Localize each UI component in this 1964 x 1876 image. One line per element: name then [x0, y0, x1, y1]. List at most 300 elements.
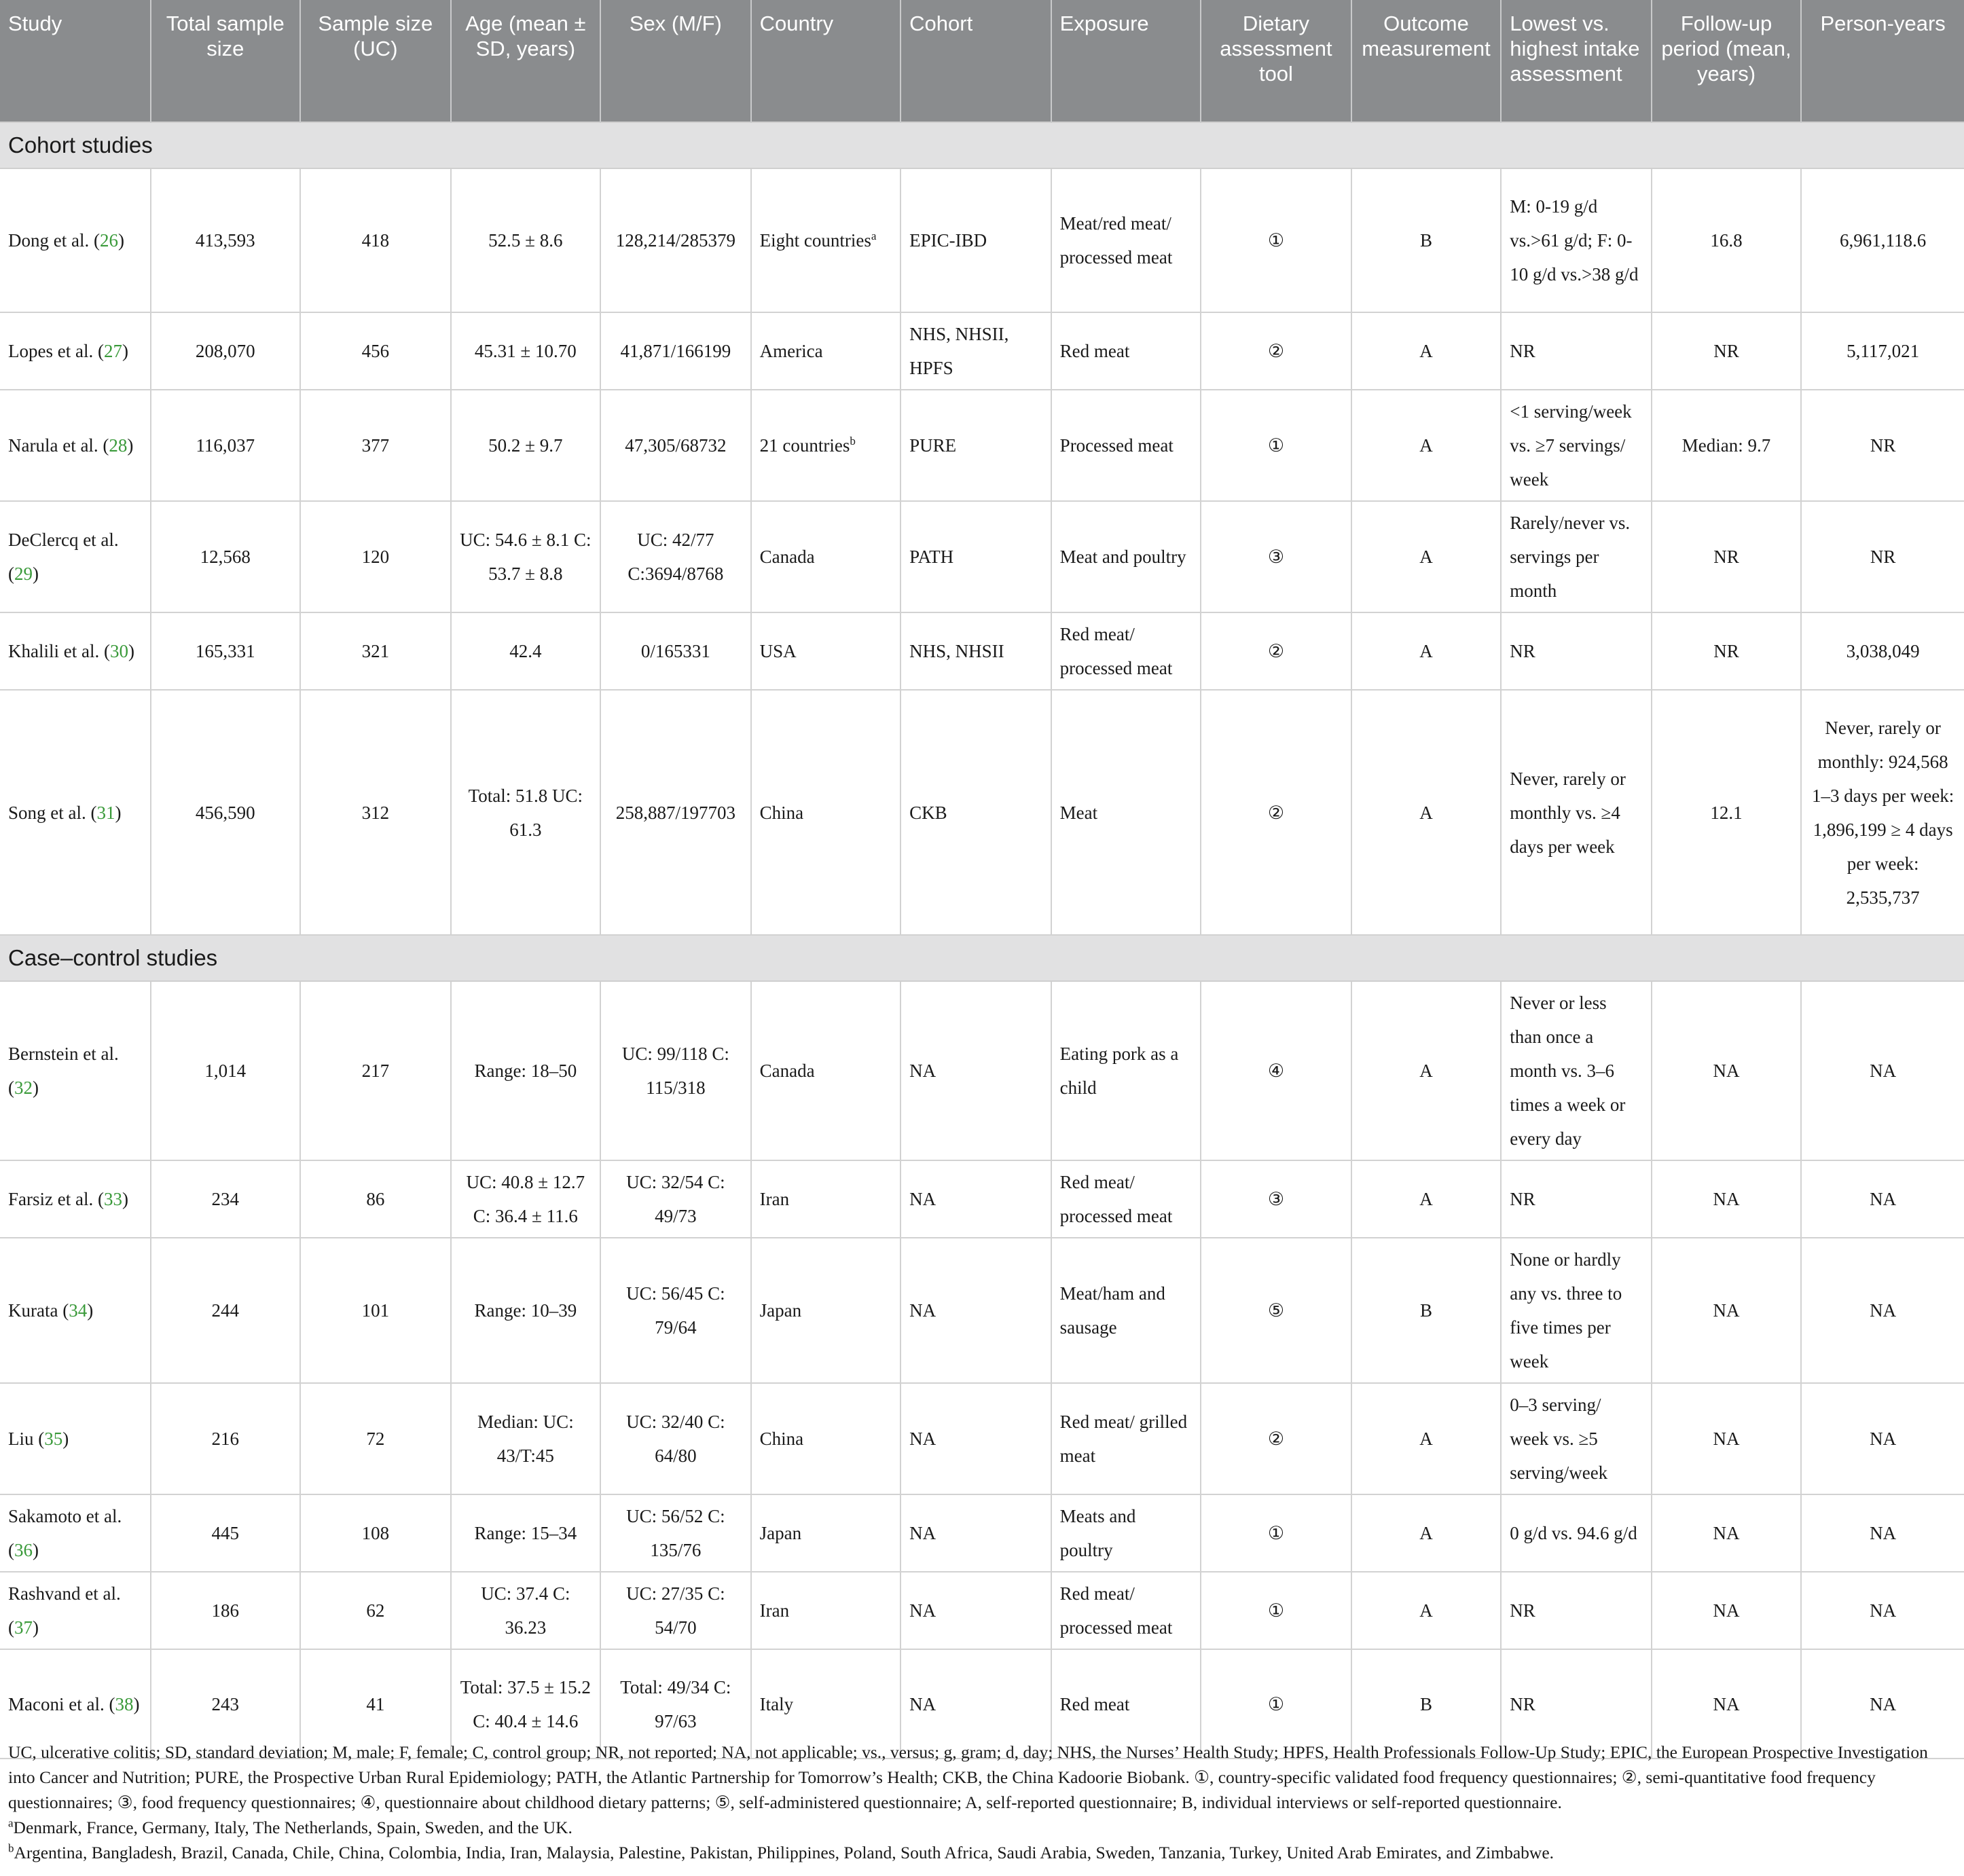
- col-header-outcome: Outcome measurement: [1351, 0, 1502, 122]
- cell-total-sample-size-text: 208,070: [195, 341, 255, 361]
- cell-exposure: [1051, 501, 1201, 612]
- reference-number: 35: [44, 1429, 63, 1449]
- reference-close: ): [33, 1540, 39, 1560]
- cell-age-text: Median: UC: 43/T:45: [477, 1412, 574, 1466]
- cell-study: [0, 312, 151, 390]
- cell-sex: [600, 1160, 751, 1238]
- cell-person-years: [1801, 168, 1964, 312]
- cell-total-sample-size-text: 12,568: [200, 547, 251, 567]
- col-header-person-years: Person-years: [1801, 0, 1964, 122]
- cell-dietary-tool-text: ⑤: [1267, 1300, 1285, 1321]
- cell-sample-size-uc-text: 312: [361, 802, 390, 823]
- cell-followup-text: 12.1: [1710, 802, 1743, 823]
- cell-dietary-tool-text: ②: [1267, 341, 1285, 361]
- cell-age-text: Total: 51.8 UC: 61.3: [468, 785, 583, 840]
- cell-age-text: Range: 10–39: [474, 1300, 577, 1321]
- cell-intake-text: None or hardly any vs. three to five times per week: [1510, 1249, 1622, 1372]
- cell-exposure-text: Red meat: [1059, 341, 1130, 361]
- cell-country: [751, 1238, 901, 1383]
- cell-outcome: [1351, 168, 1502, 312]
- reference-close: ): [122, 341, 128, 361]
- cell-outcome: [1351, 501, 1502, 612]
- study-name: Farsiz et al. (: [8, 1189, 104, 1209]
- study-name: Sakamoto et al. (: [8, 1506, 122, 1560]
- cell-cohort: [901, 312, 1051, 390]
- cell-intake-text: Never, rarely or monthly vs. ≥4 days per week: [1510, 768, 1626, 857]
- cell-sex-text: UC: 56/52 C: 135/76: [626, 1506, 725, 1560]
- cell-intake: [1501, 612, 1652, 690]
- cell-total-sample-size-text: 445: [211, 1523, 240, 1543]
- cell-followup: [1652, 981, 1802, 1160]
- cell-person-years-text: Never, rarely or monthly: 924,568 1–3 days per week: 1,896,199 ≥ 4 days per week: 2,535,737: [1812, 717, 1954, 908]
- cell-sample-size-uc: [300, 690, 451, 935]
- header-row: [0, 0, 1964, 122]
- reference-number: 32: [14, 1078, 33, 1098]
- cell-country: [751, 1160, 901, 1238]
- cell-person-years: [1801, 1494, 1964, 1572]
- cell-total-sample-size-text: 165,331: [195, 641, 255, 661]
- cell-intake-text: Never or less than once a month vs. 3–6 times a week or every day: [1510, 993, 1626, 1149]
- cell-cohort: [901, 1494, 1051, 1572]
- cell-age-text: 52.5 ± 8.6: [488, 230, 563, 251]
- cell-sex: [600, 1383, 751, 1494]
- cell-sex: [600, 390, 751, 501]
- cell-study: [0, 168, 151, 312]
- cell-intake-text: Rarely/never vs. servings per month: [1510, 513, 1631, 601]
- table-row: [0, 390, 1964, 501]
- footnote-b-mark: b: [8, 1841, 14, 1855]
- cell-person-years-text: NA: [1870, 1189, 1897, 1209]
- cell-exposure-text: Eating pork as a child: [1059, 1044, 1179, 1098]
- col-header-sex: Sex (M/F): [600, 0, 751, 122]
- country-footnote-mark: b: [850, 435, 856, 447]
- cell-intake: [1501, 690, 1652, 935]
- cell-total-sample-size-text: 186: [211, 1600, 240, 1621]
- table-row: [0, 1238, 1964, 1383]
- cell-total-sample-size: [151, 981, 301, 1160]
- cell-dietary-tool: [1201, 501, 1351, 612]
- cell-total-sample-size: [151, 1238, 301, 1383]
- reference-number: 31: [96, 802, 115, 823]
- cell-sample-size-uc-text: 86: [366, 1189, 385, 1209]
- cell-cohort-text: PURE: [909, 435, 957, 456]
- cell-age-text: Range: 15–34: [474, 1523, 577, 1543]
- cell-intake: [1501, 312, 1652, 390]
- cell-country: [751, 168, 901, 312]
- cell-sex: [600, 981, 751, 1160]
- cell-outcome: [1351, 1238, 1502, 1383]
- cell-dietary-tool: [1201, 1160, 1351, 1238]
- cell-dietary-tool: [1201, 168, 1351, 312]
- cell-country-text: Japan: [759, 1523, 802, 1543]
- col-header-country: Country: [751, 0, 901, 122]
- footnote-a-text: Denmark, France, Germany, Italy, The Netherlands, Spain, Sweden, and the UK.: [13, 1818, 572, 1837]
- footnote-a-mark: a: [8, 1816, 14, 1830]
- cell-intake: [1501, 1383, 1652, 1494]
- cell-total-sample-size: [151, 1383, 301, 1494]
- cell-cohort: [901, 1238, 1051, 1383]
- cell-dietary-tool: [1201, 1238, 1351, 1383]
- cell-person-years: [1801, 1160, 1964, 1238]
- study-name: DeClercq et al. (: [8, 530, 119, 584]
- cell-country: [751, 690, 901, 935]
- study-name: Kurata (: [8, 1300, 69, 1321]
- col-header-study: Study: [0, 0, 151, 122]
- cell-outcome: [1351, 1160, 1502, 1238]
- cell-total-sample-size-text: 244: [211, 1300, 240, 1321]
- cell-total-sample-size-text: 1,014: [204, 1061, 247, 1081]
- cell-person-years-text: NA: [1870, 1300, 1897, 1321]
- cell-sample-size-uc-text: 456: [361, 341, 390, 361]
- cell-sample-size-uc-text: 321: [361, 641, 390, 661]
- reference-number: 28: [109, 435, 128, 456]
- cell-dietary-tool-text: ③: [1267, 1189, 1285, 1209]
- cell-dietary-tool-text: ①: [1267, 1693, 1285, 1714]
- footnote-b: [8, 1840, 1956, 1865]
- cell-exposure-text: Red meat/ grilled meat: [1059, 1412, 1188, 1466]
- cell-person-years: [1801, 501, 1964, 612]
- col-header-cohort: Cohort: [901, 0, 1051, 122]
- cell-followup: [1652, 1494, 1802, 1572]
- cell-dietary-tool-text: ①: [1267, 230, 1285, 251]
- cell-study: [0, 690, 151, 935]
- table-body: [0, 122, 1964, 1759]
- cell-followup-text: NA: [1713, 1523, 1740, 1543]
- reference-number: 34: [69, 1300, 88, 1321]
- cell-study: [0, 501, 151, 612]
- table-row: [0, 1383, 1964, 1494]
- reference-number: 38: [115, 1693, 134, 1714]
- cell-intake-text: NR: [1510, 1600, 1535, 1621]
- study-name: Liu (: [8, 1429, 45, 1449]
- cell-sex-text: UC: 32/54 C: 49/73: [626, 1172, 725, 1226]
- cell-cohort-text: NHS, NHSII: [909, 641, 1004, 661]
- cell-sex-text: UC: 27/35 C: 54/70: [626, 1583, 725, 1638]
- cell-outcome: [1351, 390, 1502, 501]
- cell-age-text: UC: 37.4 C: 36.23: [481, 1583, 570, 1638]
- cell-cohort: [901, 1572, 1051, 1649]
- cell-intake: [1501, 1494, 1652, 1572]
- cell-dietary-tool: [1201, 612, 1351, 690]
- cell-followup-text: NA: [1713, 1429, 1740, 1449]
- cell-intake: [1501, 390, 1652, 501]
- cell-person-years: [1801, 612, 1964, 690]
- cell-followup-text: NA: [1713, 1300, 1740, 1321]
- cell-sex: [600, 612, 751, 690]
- reference-close: ): [33, 564, 39, 584]
- cell-person-years-text: 3,038,049: [1846, 641, 1920, 661]
- cell-age: [451, 168, 601, 312]
- cell-total-sample-size-text: 234: [211, 1189, 240, 1209]
- cell-exposure: [1051, 612, 1201, 690]
- cell-followup-text: Median: 9.7: [1681, 435, 1771, 456]
- cell-sample-size-uc: [300, 1494, 451, 1572]
- cell-study: [0, 1383, 151, 1494]
- cell-age: [451, 1572, 601, 1649]
- study-name: Narula et al. (: [8, 435, 109, 456]
- reference-close: ): [33, 1078, 39, 1098]
- cell-total-sample-size: [151, 390, 301, 501]
- cell-sex: [600, 690, 751, 935]
- cell-dietary-tool: [1201, 312, 1351, 390]
- cell-followup-text: NR: [1713, 641, 1739, 661]
- cell-cohort: [901, 168, 1051, 312]
- cell-cohort-text: PATH: [909, 547, 954, 567]
- cell-sample-size-uc-text: 41: [366, 1693, 385, 1714]
- cell-sample-size-uc-text: 418: [361, 230, 390, 251]
- cell-outcome: [1351, 981, 1502, 1160]
- section-row: [0, 122, 1964, 168]
- cell-exposure: [1051, 981, 1201, 1160]
- cell-sex: [600, 312, 751, 390]
- cell-outcome-text: A: [1419, 1429, 1433, 1449]
- cell-followup-text: NA: [1713, 1600, 1740, 1621]
- study-name: Song et al. (: [8, 802, 97, 823]
- cell-followup: [1652, 1572, 1802, 1649]
- cell-exposure: [1051, 390, 1201, 501]
- cell-followup: [1652, 168, 1802, 312]
- study-name: Khalili et al. (: [8, 641, 110, 661]
- cell-exposure-text: Processed meat: [1059, 435, 1174, 456]
- cell-intake: [1501, 1160, 1652, 1238]
- cell-country: [751, 312, 901, 390]
- cell-sex-text: 258,887/197703: [615, 802, 735, 823]
- cell-person-years-text: NR: [1870, 435, 1896, 456]
- cell-cohort: [901, 390, 1051, 501]
- table-row: [0, 1494, 1964, 1572]
- cell-outcome: [1351, 1494, 1502, 1572]
- cell-person-years-text: 5,117,021: [1847, 341, 1920, 361]
- reference-number: 37: [14, 1617, 33, 1638]
- cell-dietary-tool: [1201, 1494, 1351, 1572]
- cell-followup-text: NA: [1713, 1693, 1740, 1714]
- cell-exposure-text: Meat and poultry: [1059, 547, 1186, 567]
- cell-total-sample-size-text: 243: [211, 1693, 240, 1714]
- cell-cohort: [901, 1160, 1051, 1238]
- cell-cohort-text: EPIC-IBD: [909, 230, 987, 251]
- cell-sex-text: UC: 99/118 C: 115/318: [621, 1044, 729, 1098]
- cell-country: [751, 612, 901, 690]
- cell-age-text: UC: 54.6 ± 8.1 C: 53.7 ± 8.8: [460, 530, 592, 584]
- cell-outcome-text: A: [1419, 341, 1433, 361]
- cell-dietary-tool-text: ③: [1267, 547, 1285, 567]
- reference-number: 29: [14, 564, 33, 584]
- col-header-dietary-tool: Dietary assessment tool: [1201, 0, 1351, 122]
- cell-dietary-tool: [1201, 1572, 1351, 1649]
- cell-person-years: [1801, 312, 1964, 390]
- cell-exposure-text: Red meat/ processed meat: [1059, 624, 1173, 678]
- cell-dietary-tool: [1201, 690, 1351, 935]
- cell-age: [451, 1383, 601, 1494]
- reference-number: 36: [14, 1540, 33, 1560]
- cell-sample-size-uc-text: 62: [366, 1600, 385, 1621]
- cell-exposure-text: Red meat/ processed meat: [1059, 1583, 1173, 1638]
- cell-exposure: [1051, 312, 1201, 390]
- reference-close: ): [122, 1189, 128, 1209]
- cell-age-text: 42.4: [509, 641, 542, 661]
- cell-sample-size-uc: [300, 1383, 451, 1494]
- cell-person-years: [1801, 981, 1964, 1160]
- cell-sample-size-uc: [300, 1572, 451, 1649]
- cell-age: [451, 612, 601, 690]
- study-name: Lopes et al. (: [8, 341, 104, 361]
- cell-age: [451, 1238, 601, 1383]
- cell-country-text: China: [759, 1429, 804, 1449]
- cell-cohort: [901, 612, 1051, 690]
- cell-sex-text: UC: 42/77 C:3694/8768: [628, 530, 724, 584]
- cell-total-sample-size: [151, 690, 301, 935]
- cell-country-text: Canada: [759, 1061, 815, 1081]
- cell-outcome: [1351, 612, 1502, 690]
- reference-number: 26: [99, 230, 118, 251]
- cell-country-text: America: [759, 341, 823, 361]
- cell-intake: [1501, 981, 1652, 1160]
- cell-intake-text: NR: [1510, 641, 1535, 661]
- reference-close: ): [62, 1429, 69, 1449]
- cell-cohort: [901, 690, 1051, 935]
- cell-sex-text: 47,305/68732: [625, 435, 727, 456]
- cell-cohort-text: NA: [909, 1189, 936, 1209]
- cell-exposure-text: Meat/ham and sausage: [1059, 1283, 1165, 1338]
- cell-person-years-text: NA: [1870, 1693, 1897, 1714]
- cell-total-sample-size: [151, 501, 301, 612]
- col-header-intake: Lowest vs. highest intake assessment: [1501, 0, 1652, 122]
- cell-sample-size-uc-text: 72: [366, 1429, 385, 1449]
- cell-dietary-tool: [1201, 390, 1351, 501]
- cell-person-years: [1801, 390, 1964, 501]
- cell-outcome-text: B: [1419, 1693, 1432, 1714]
- reference-close: ): [33, 1617, 39, 1638]
- cell-sex-text: 41,871/166199: [620, 341, 731, 361]
- cell-sample-size-uc-text: 108: [361, 1523, 390, 1543]
- cell-country-text: Canada: [759, 547, 815, 567]
- cell-study: [0, 1160, 151, 1238]
- cell-followup-text: NR: [1713, 547, 1739, 567]
- country-footnote-mark: a: [871, 229, 877, 242]
- cell-cohort-text: NA: [909, 1600, 936, 1621]
- cell-outcome-text: B: [1419, 1300, 1432, 1321]
- cell-country: [751, 1383, 901, 1494]
- reference-number: 33: [103, 1189, 122, 1209]
- cell-outcome: [1351, 690, 1502, 935]
- cell-followup: [1652, 1383, 1802, 1494]
- study-name: Dong et al. (: [8, 230, 100, 251]
- cell-study: [0, 390, 151, 501]
- cell-study: [0, 1494, 151, 1572]
- cell-person-years: [1801, 690, 1964, 935]
- cell-total-sample-size: [151, 312, 301, 390]
- cell-followup: [1652, 501, 1802, 612]
- cell-dietary-tool-text: ①: [1267, 1523, 1285, 1543]
- cell-outcome-text: A: [1419, 1061, 1433, 1081]
- cell-sample-size-uc: [300, 312, 451, 390]
- cell-age-text: Total: 37.5 ± 15.2 C: 40.4 ± 14.6: [460, 1676, 591, 1731]
- cell-country-text: Eight countries: [759, 230, 871, 251]
- cell-cohort-text: NA: [909, 1061, 936, 1081]
- cell-dietary-tool-text: ①: [1267, 1600, 1285, 1621]
- cell-exposure: [1051, 1572, 1201, 1649]
- cell-outcome: [1351, 312, 1502, 390]
- cell-country-text: USA: [759, 641, 797, 661]
- cell-followup: [1652, 390, 1802, 501]
- cell-age: [451, 690, 601, 935]
- cell-total-sample-size-text: 116,037: [196, 435, 255, 456]
- cell-outcome-text: B: [1419, 230, 1432, 251]
- cell-exposure-text: Meat/red meat/ processed meat: [1059, 213, 1173, 268]
- cell-total-sample-size-text: 216: [211, 1429, 240, 1449]
- section-title: Case–control studies: [0, 935, 1964, 981]
- study-name: Maconi et al. (: [8, 1693, 115, 1714]
- table-row: [0, 168, 1964, 312]
- cell-outcome-text: A: [1419, 641, 1433, 661]
- col-header-total-sample-size: Total sample size: [151, 0, 301, 122]
- cell-followup-text: NR: [1713, 341, 1739, 361]
- cell-cohort-text: NHS, NHSII, HPFS: [909, 324, 1009, 378]
- cell-country-text: Japan: [759, 1300, 802, 1321]
- cell-country: [751, 1572, 901, 1649]
- cell-intake-text: <1 serving/week vs. ≥7 servings/ week: [1510, 401, 1632, 490]
- cell-age: [451, 981, 601, 1160]
- cell-exposure: [1051, 1238, 1201, 1383]
- section-title: Cohort studies: [0, 122, 1964, 168]
- cell-sample-size-uc-text: 120: [361, 547, 390, 567]
- cell-country: [751, 1494, 901, 1572]
- cell-intake-text: NR: [1510, 1693, 1535, 1714]
- table-row: [0, 690, 1964, 935]
- cell-outcome: [1351, 1383, 1502, 1494]
- cell-intake-text: 0 g/d vs. 94.6 g/d: [1510, 1523, 1637, 1543]
- cell-followup: [1652, 1160, 1802, 1238]
- cell-total-sample-size: [151, 612, 301, 690]
- table-row: [0, 1160, 1964, 1238]
- section-row: [0, 935, 1964, 981]
- cell-exposure-text: Meats and poultry: [1059, 1506, 1136, 1560]
- col-header-followup: Follow-up period (mean, years): [1652, 0, 1802, 122]
- cell-sample-size-uc-text: 217: [361, 1061, 390, 1081]
- study-name: Bernstein et al. (: [8, 1044, 119, 1098]
- cell-sample-size-uc: [300, 612, 451, 690]
- cell-cohort-text: NA: [909, 1429, 936, 1449]
- cell-dietary-tool-text: ②: [1267, 1429, 1285, 1449]
- cell-country-text: China: [759, 802, 804, 823]
- cell-country: [751, 501, 901, 612]
- cell-intake-text: NR: [1510, 341, 1535, 361]
- reference-number: 30: [109, 641, 128, 661]
- cell-cohort: [901, 981, 1051, 1160]
- cell-exposure: [1051, 1383, 1201, 1494]
- cell-sample-size-uc-text: 377: [361, 435, 390, 456]
- cell-cohort-text: NA: [909, 1300, 936, 1321]
- cell-person-years-text: NA: [1870, 1429, 1897, 1449]
- cell-country: [751, 390, 901, 501]
- cell-person-years-text: NA: [1870, 1600, 1897, 1621]
- cell-person-years-text: NA: [1870, 1061, 1897, 1081]
- cell-sex-text: UC: 32/40 C: 64/80: [626, 1412, 725, 1466]
- footnote-b-text: Argentina, Bangladesh, Brazil, Canada, Chile, China, Colombia, India, Iran, Malaysia, Palestine, Pakistan, Philippines, Poland, South Africa, Saudi Arabia, Sweden, Tanzania, Turkey, United Arab Emirates, and Zimbabwe.: [14, 1843, 1554, 1862]
- cell-cohort-text: NA: [909, 1523, 936, 1543]
- cell-sex: [600, 168, 751, 312]
- table-row: [0, 1572, 1964, 1649]
- cell-exposure-text: Red meat: [1059, 1693, 1130, 1714]
- col-header-sample-size-uc: Sample size (UC): [300, 0, 451, 122]
- cell-intake: [1501, 1238, 1652, 1383]
- cell-followup: [1652, 312, 1802, 390]
- cell-sex-text: 128,214/285379: [615, 230, 735, 251]
- cell-dietary-tool: [1201, 981, 1351, 1160]
- cell-sex: [600, 1238, 751, 1383]
- cell-sample-size-uc: [300, 168, 451, 312]
- cell-age: [451, 312, 601, 390]
